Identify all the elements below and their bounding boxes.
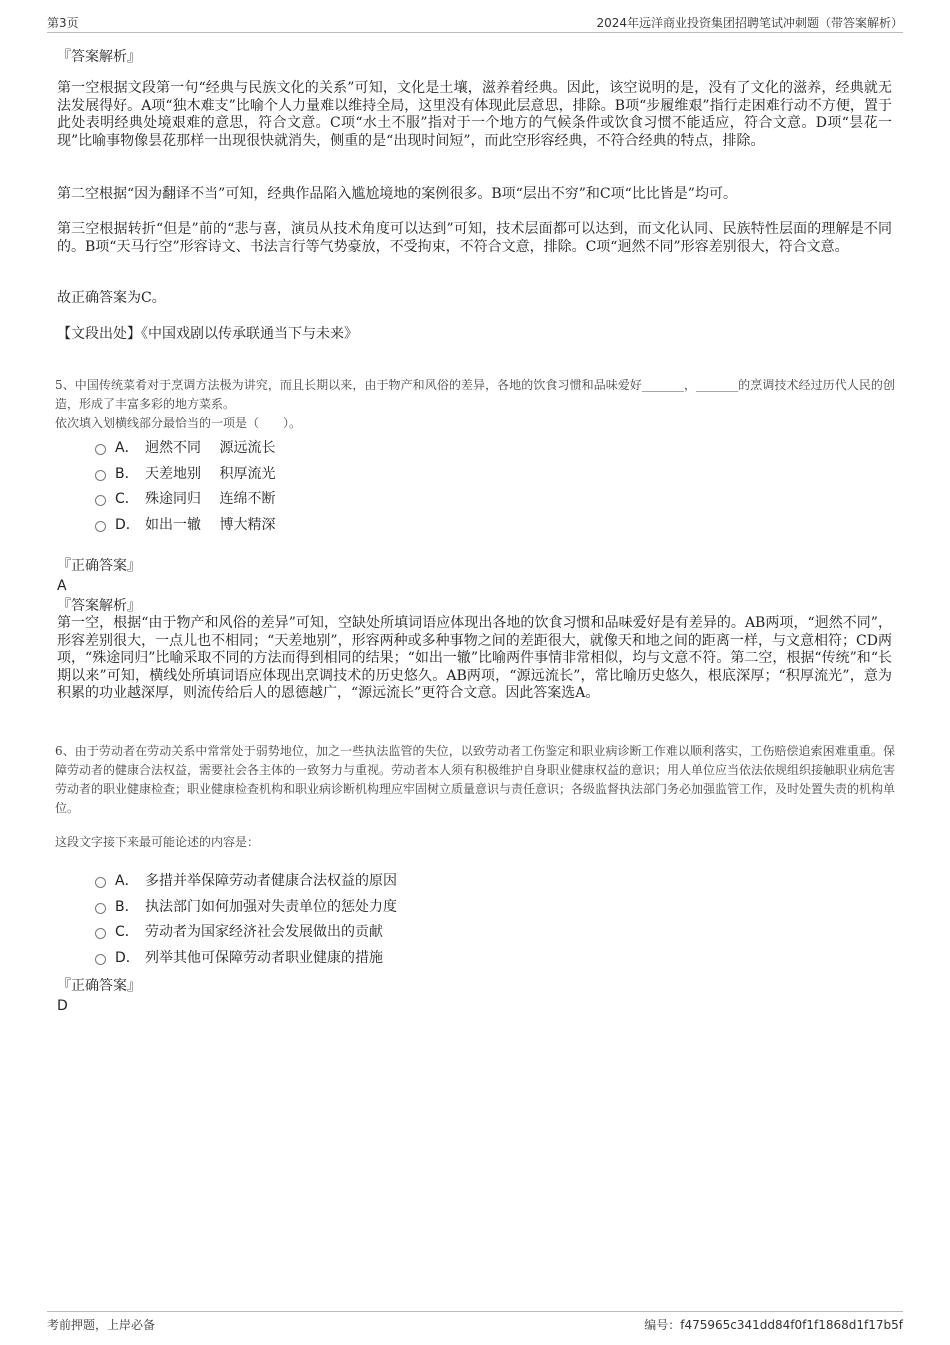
option-text: 劳动者为国家经济社会发展做出的贡献 xyxy=(145,924,383,940)
option-key: D． xyxy=(115,949,140,966)
analysis-paragraph: 第二空根据“因为翻译不当”可知，经典作品陷入尴尬境地的案例很多。B项“层出不穷”和C项“比比皆是”均可。 xyxy=(57,186,737,202)
analysis-block-q4 xyxy=(57,80,892,150)
analysis-block-q4-3 xyxy=(57,221,892,256)
question-prompt: 依次填入划横线部分最恰当的一项是（ ）。 xyxy=(55,416,302,430)
question-6 xyxy=(55,742,895,818)
option-key: C． xyxy=(115,491,139,507)
page-header xyxy=(47,14,903,33)
correct-answer-label: 『正确答案』 xyxy=(57,978,141,994)
radio-button[interactable] xyxy=(95,928,106,939)
radio-button[interactable] xyxy=(95,470,106,481)
option-text: 多措并举保障劳动者健康合法权益的原因 xyxy=(145,873,397,889)
option-key: B． xyxy=(115,898,139,915)
document-code: 编号：f475965c341dd84f0f1f1868d1f17b5f xyxy=(644,1318,903,1332)
option-key: B． xyxy=(115,465,139,482)
source-citation: 【文段出处】《中国戏剧以传承联通当下与未来》 xyxy=(57,326,358,342)
radio-button[interactable] xyxy=(95,444,106,455)
option-text: 迥然不同 源远流长 xyxy=(145,440,276,456)
option-key: A． xyxy=(115,873,139,889)
option-key: D． xyxy=(115,516,140,533)
option-key: C． xyxy=(115,924,139,940)
question-6-prompt-wrap xyxy=(55,833,890,852)
analysis-paragraph: 第一空根据文段第一句“经典与民族文化的关系”可知，文化是土壤，滋养着经典。因此，该空说明的是，没有了文化的滋养，经典就无法发展得好。A项“独木难支”比喻个人力量难以维持全局，这里没有体现此层意思，排除。B项“步履维艰”指行走困难行动不方便，置于此处表明经典处境艰难的意思，符合文意。C项“水土不服”指对于一个地方的气候条件或饮食习惯不能适应，符合文意。D项“昙花一现”比喻事物像昙花那样一出现很快就消失，侧重的是“出现时间短”，而此空形容经典，不符合经典的特点，排除。 xyxy=(57,80,892,149)
question-stem: 6、由于劳动者在劳动关系中常常处于弱势地位，加之一些执法监管的失位，以致劳动者工伤鉴定和职业病诊断工作难以顺利落实，工伤赔偿追索困难重重。保障劳动者的健康合法权益，需要社会各主体的一致努力与重视。劳动者本人须有积极维护自身职业健康权益的意识；用人单位应当依法依规组织接触职业病危害劳动者的职业健康检查；职业健康检查机构和职业病诊断机构理应牢固树立质量意识与责任意识；各级监督执法部门务必加强监管工作，及时处置失责的机构单位。 xyxy=(55,744,896,815)
page-number: 第3页 xyxy=(47,16,79,30)
analysis-block-q4-4 xyxy=(57,290,892,308)
option-text: 执法部门如何加强对失责单位的惩处力度 xyxy=(145,898,397,915)
option-text: 列举其他可保障劳动者职业健康的措施 xyxy=(145,949,383,966)
radio-button[interactable] xyxy=(95,954,106,965)
radio-button[interactable] xyxy=(95,521,106,532)
question-stem: 5、中国传统菜肴对于烹调方法极为讲究，而且长期以来，由于物产和风俗的差异，各地的饮食习惯和品味爱好_______，_______的烹调技术经过历代人民的创造，形成了丰富多彩的地方菜系。 xyxy=(55,378,895,411)
radio-button[interactable] xyxy=(95,877,106,888)
correct-answer: A xyxy=(57,578,67,594)
analysis-conclusion: 故正确答案为C。 xyxy=(57,290,166,306)
option-text: 殊途同归 连绵不断 xyxy=(145,491,276,507)
analysis-paragraph: 第三空根据转折“但是”前的“悲与喜，演员从技术角度可以达到”可知，技术层面都可以达到，而文化认同、民族特性层面的理解是不同的。B项“天马行空”形容诗文、书法言行等气势豪放，不受拘束，不符合文意，排除。C项“迥然不同”形容差别很大，符合文意。 xyxy=(57,221,892,255)
analysis-label: 『答案解析』 xyxy=(57,598,141,614)
footer-slogan: 考前押题，上岸必备 xyxy=(47,1318,156,1332)
correct-answer: D xyxy=(57,998,68,1014)
radio-button[interactable] xyxy=(95,903,106,914)
option-text: 如出一辙 博大精深 xyxy=(145,516,276,533)
page-footer xyxy=(47,1311,903,1332)
option-text: 天差地别 积厚流光 xyxy=(145,465,276,482)
option-key: A． xyxy=(115,440,139,456)
analysis-block-q5 xyxy=(57,615,892,703)
document-title: 2024年远洋商业投资集团招聘笔试冲刺题（带答案解析） xyxy=(596,16,903,30)
analysis-label: 『答案解析』 xyxy=(57,49,141,65)
analysis-block-q4-2 xyxy=(57,186,892,204)
question-prompt: 这段文字接下来最可能论述的内容是： xyxy=(55,835,260,849)
radio-button[interactable] xyxy=(95,495,106,506)
question-5 xyxy=(55,376,895,433)
correct-answer-label: 『正确答案』 xyxy=(57,558,141,574)
analysis-paragraph: 第一空，根据“由于物产和风俗的差异”可知，空缺处所填词语应体现出各地的饮食习惯和品味爱好是有差异的。AB两项，“迥然不同”，形容差别很大，一点儿也不相同；“天差地别”，形容两种或多种事物之间的差距很大，就像天和地之间的距离一样，与文意相符；CD两项，“殊途同归”比喻采取不同的方法而得到相同的结果；“如出一辙”比喻两件事情非常相似，均与文意不符。第二空，根据“传统”和“长期以来”可知，横线处所填词语应体现出烹调技术的历史悠久。AB两项，“源远流长”，常比喻历史悠久，根底深厚；“积厚流光”，意为积累的功业越深厚，则流传给后人的恩德越广，“源远流长”更符合文意。因此答案选A。 xyxy=(57,615,892,702)
